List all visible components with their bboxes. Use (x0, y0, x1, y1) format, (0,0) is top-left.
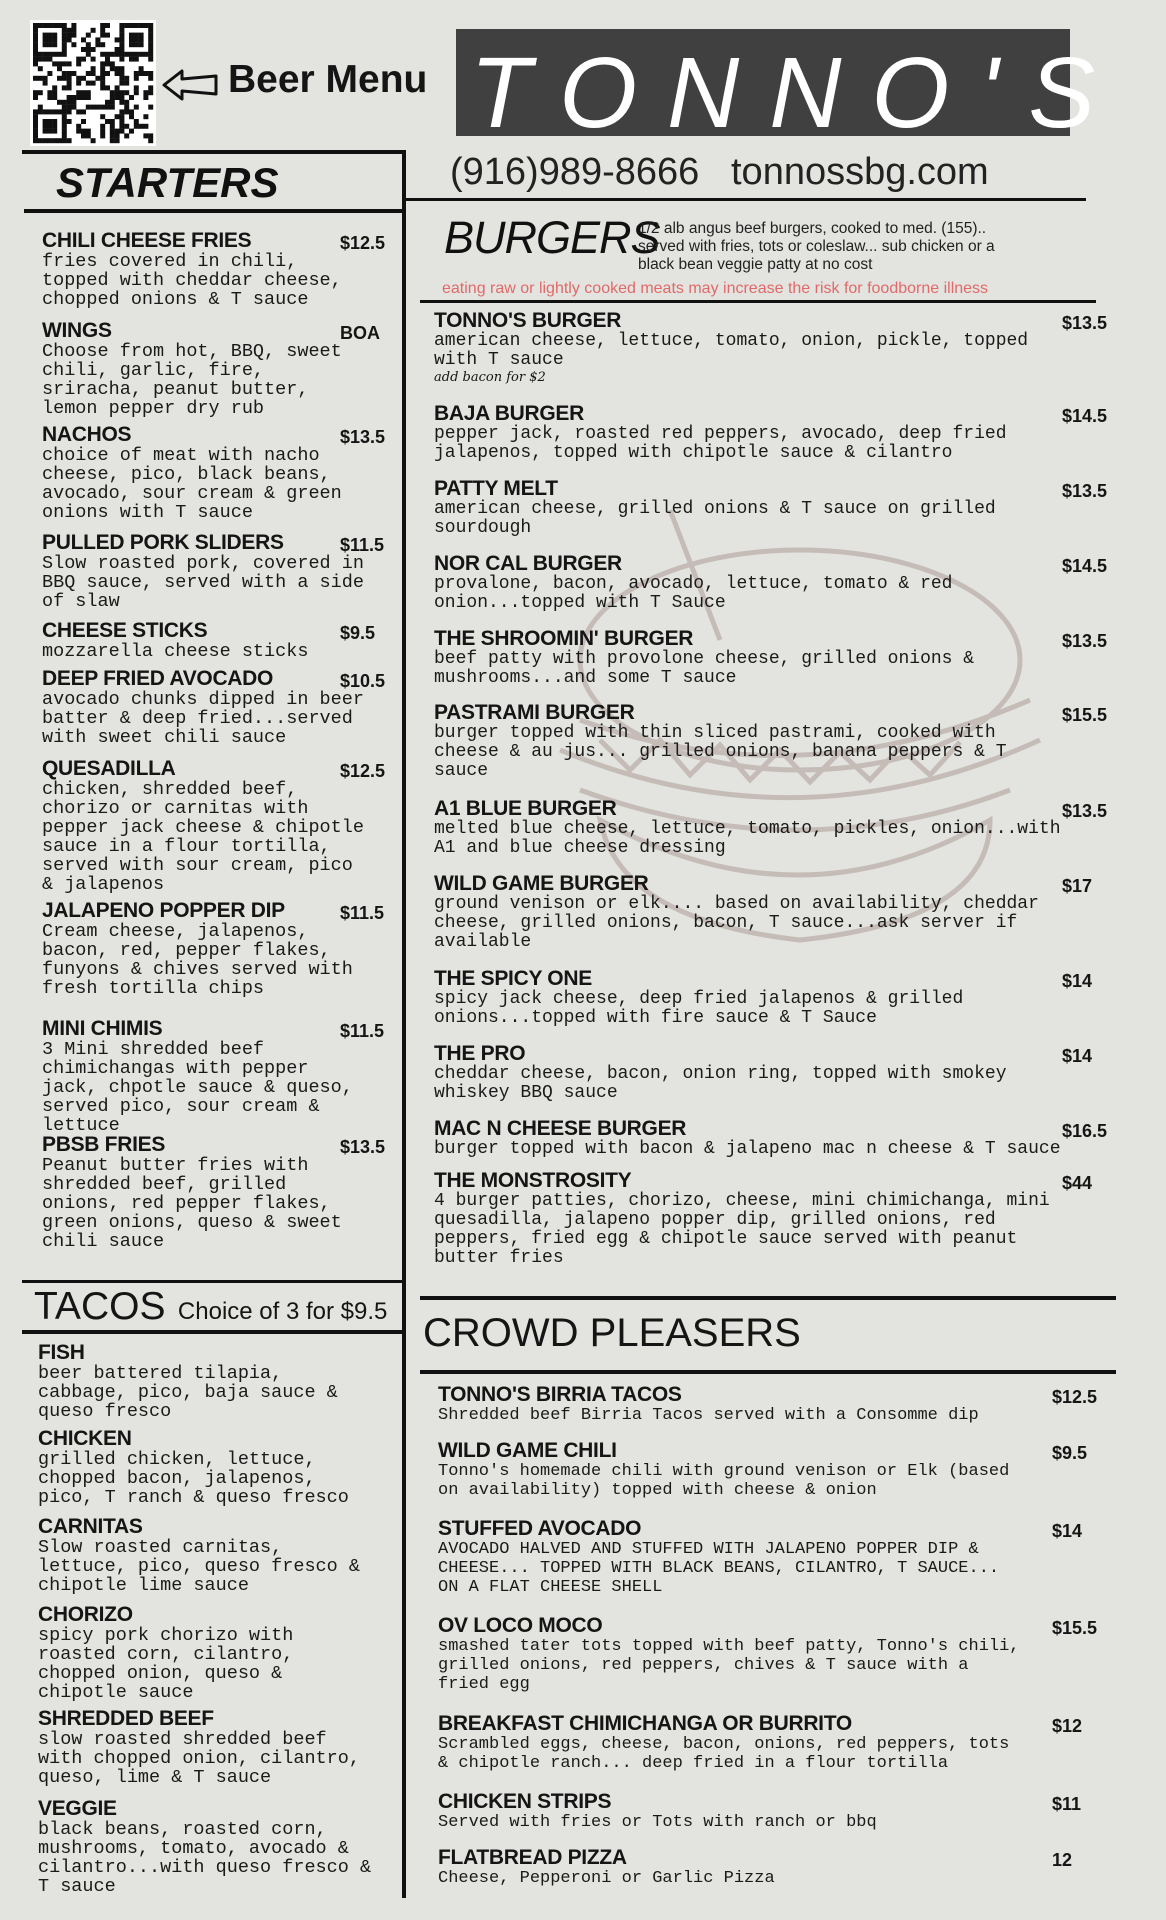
item-description: Cream cheese, jalapenos, bacon, red, pepper flakes, funyons & chives served with fresh tortilla chips (42, 921, 353, 999)
item-price: $14.5 (1062, 556, 1108, 576)
item-description: burger topped with thin sliced pastrami, cooked with cheese & au jus... grilled onions, banana peppers & T sauce (434, 723, 1007, 781)
item-name: CHICKEN (38, 1427, 132, 1450)
item-name: CHICKEN STRIPS (438, 1790, 612, 1813)
menu-item (42, 899, 385, 999)
item-price: $13.5 (1062, 801, 1108, 821)
item-price: $17 (1062, 876, 1093, 896)
brand-name: TONNO'S (470, 37, 1126, 149)
item-price: $13.5 (1062, 313, 1108, 333)
item-price: $11.5 (340, 903, 385, 923)
item-name: PBSB FRIES (42, 1133, 166, 1156)
item-name: THE SPICY ONE (434, 967, 592, 990)
item-description: Scrambled eggs, cheese, bacon, onions, red peppers, tots & chipotle ranch... deep fried in a flour tortilla (438, 1735, 1010, 1773)
item-name: TONNO'S BURGER (434, 309, 622, 332)
item-description: Cheese, Pepperoni or Garlic Pizza (438, 1869, 775, 1888)
item-description: beef patty with provolone cheese, grilled onions & mushrooms...and some T sauce (434, 649, 975, 688)
item-description: burger topped with bacon & jalapeno mac n cheese & T sauce (434, 1139, 1061, 1159)
item-name: MINI CHIMIS (42, 1017, 163, 1040)
tacos-subtitle: Choice of 3 for $9.5 (177, 1298, 388, 1325)
item-name: FLATBREAD PIZZA (438, 1846, 627, 1869)
item-name: THE MONSTROSITY (434, 1169, 632, 1192)
arrow-left-icon (162, 66, 218, 104)
item-description: Served with fries or Tots with ranch or bbq (438, 1813, 877, 1832)
item-description: Slow roasted pork, covered in BBQ sauce, served with a side of slaw (42, 553, 364, 612)
item-name: THE SHROOMIN' BURGER (434, 627, 694, 650)
item-price: $14 (1062, 1046, 1093, 1066)
website-link[interactable]: tonnossbg.com (731, 151, 989, 193)
menu-item (42, 531, 385, 612)
item-price: $9.5 (1052, 1443, 1088, 1463)
phone-number[interactable]: (916)989-8666 (450, 151, 700, 193)
starters-heading: STARTERS (56, 159, 279, 206)
menu-item (438, 1439, 1088, 1500)
item-name: FISH (38, 1341, 85, 1364)
item-price: $14.5 (1062, 406, 1108, 426)
item-description: melted blue cheese, lettuce, tomato, pickles, onion...with A1 and blue cheese dressing (434, 819, 1061, 858)
item-price: $11 (1052, 1794, 1082, 1814)
item-name: JALAPENO POPPER DIP (42, 899, 285, 922)
item-note: add bacon for $2 (434, 370, 546, 385)
burgers-intro: 1/2 alb angus beef burgers, cooked to med. (155).. served with fries, tots or coleslaw... sub chicken or a black bean veggie patty at no cost (638, 220, 995, 273)
menu-item (434, 552, 1108, 613)
menu-item (438, 1614, 1098, 1694)
column-divider (402, 150, 406, 1898)
divider (420, 1370, 1116, 1374)
item-price: $9.5 (340, 623, 376, 643)
item-description: Slow roasted carnitas, lettuce, pico, queso fresco & chipotle lime sauce (38, 1537, 360, 1596)
item-description: Peanut butter fries with shredded beef, grilled onions, red pepper flakes, green onions, queso & sweet chili sauce (42, 1155, 342, 1252)
menu-item (438, 1846, 1073, 1888)
menu-item (42, 423, 386, 523)
item-name: PATTY MELT (434, 477, 558, 500)
item-price: $12.5 (1052, 1387, 1098, 1407)
menu-item (434, 627, 1108, 688)
divider (406, 198, 1086, 201)
item-name: SHREDDED BEEF (38, 1707, 214, 1730)
menu-item (438, 1383, 1098, 1425)
brand-logo (456, 29, 1126, 149)
divider (420, 1296, 1116, 1300)
item-description: fries covered in chili, topped with cheddar cheese, chopped onions & T sauce (42, 251, 342, 310)
item-name: CARNITAS (38, 1515, 143, 1538)
item-name: VEGGIE (38, 1797, 117, 1820)
item-description: slow roasted shredded beef with chopped onion, cilantro, queso, lime & T sauce (38, 1729, 360, 1788)
menu-item (434, 309, 1108, 386)
item-description: mozzarella cheese sticks (42, 641, 309, 662)
item-price: $13.5 (1062, 481, 1108, 501)
item-name: STUFFED AVOCADO (438, 1517, 642, 1540)
item-name: A1 BLUE BURGER (434, 797, 617, 820)
item-description: 4 burger patties, chorizo, cheese, mini chimichanga, mini quesadilla, jalapeno popper dip, grilled onions, red peppers, fried egg & chipotle sauce served with peanut butter fries (434, 1191, 1050, 1268)
item-name: QUESADILLA (42, 757, 176, 780)
item-name: BREAKFAST CHIMICHANGA OR BURRITO (438, 1712, 852, 1735)
item-description: 3 Mini shredded beef chimichangas with pepper jack, chpotle sauce & queso, served pico, sour cream & lettuce (42, 1039, 353, 1136)
item-price: $10.5 (340, 671, 386, 691)
item-price: $16.5 (1062, 1121, 1108, 1141)
item-description: provalone, bacon, avocado, lettuce, tomato & red onion...topped with T Sauce (434, 574, 953, 613)
qr-code-icon[interactable] (30, 20, 156, 146)
menu-item (38, 1798, 371, 1896)
item-name: TONNO'S BIRRIA TACOS (438, 1383, 682, 1406)
item-name: PASTRAMI BURGER (434, 701, 635, 724)
item-price: $14 (1062, 971, 1093, 991)
item-description: smashed tater tots topped with beef patty, Tonno's chili, grilled onions, red peppers, chives & T sauce with a fried egg (438, 1637, 1020, 1694)
menu-item (42, 319, 380, 419)
menu-item (434, 1169, 1093, 1268)
menu-item (42, 667, 386, 748)
menu-item (38, 1428, 349, 1507)
menu-item (434, 477, 1108, 538)
menu-item (434, 797, 1108, 858)
item-name: DEEP FRIED AVOCADO (42, 667, 274, 690)
divider (420, 300, 1096, 303)
item-price: $13.5 (340, 427, 386, 447)
item-description: Tonno's homemade chili with ground venison or Elk (based on availability) topped with cheese & onion (438, 1462, 1010, 1500)
contact-line (450, 150, 989, 194)
menu-item (38, 1604, 293, 1702)
menu-item (434, 967, 1093, 1028)
item-description: Choose from hot, BBQ, sweet chili, garlic, fire, sriracha, peanut butter, lemon pepper dry rub (42, 341, 342, 419)
item-name: MAC N CHEESE BURGER (434, 1117, 687, 1140)
menu-item (42, 619, 376, 662)
raw-meat-warning: eating raw or lightly cooked meats may increase the risk for foodborne illness (442, 280, 989, 297)
menu-item (438, 1517, 1083, 1597)
item-description: cheddar cheese, bacon, onion ring, topped with smokey whiskey BBQ sauce (434, 1064, 1007, 1103)
item-price: $13.5 (1062, 631, 1108, 651)
item-price: $12 (1052, 1716, 1083, 1736)
beer-menu-label[interactable]: Beer Menu (228, 58, 428, 101)
item-name: WINGS (42, 319, 112, 342)
menu-item (434, 701, 1108, 781)
burgers-heading: BURGERS (444, 212, 660, 263)
menu-item (42, 757, 386, 895)
item-description: black beans, roasted corn, mushrooms, tomato, avocado & cilantro...with queso fresco & T sauce (38, 1819, 372, 1897)
item-name: OV LOCO MOCO (438, 1614, 603, 1637)
crowd-pleasers-heading: CROWD PLEASERS (423, 1311, 801, 1355)
item-price: $13.5 (340, 1137, 386, 1157)
item-description: pepper jack, roasted red peppers, avocado, deep fried jalapenos, topped with chipotle sauce & cilantro (434, 424, 1007, 463)
divider (22, 1280, 406, 1283)
item-description: chicken, shredded beef, chorizo or carnitas with pepper jack cheese & chipotle sauce in a flour tortilla, served with sour cream, pico & jalapenos (42, 779, 364, 895)
menu-item (42, 1133, 386, 1252)
item-price: $15.5 (1062, 705, 1108, 725)
item-name: PULLED PORK SLIDERS (42, 531, 284, 554)
item-description: american cheese, lettuce, tomato, onion, pickle, topped with T sauce (434, 331, 1029, 370)
item-description: spicy jack cheese, deep fried jalapenos & grilled onions...topped with fire sauce & T Sauce (434, 989, 964, 1028)
item-description: american cheese, grilled onions & T sauce on grilled sourdough (434, 499, 996, 538)
item-name: CHORIZO (38, 1603, 133, 1626)
item-price: $15.5 (1052, 1618, 1098, 1638)
item-price: $11.5 (340, 1021, 385, 1041)
menu-item (38, 1708, 360, 1787)
menu-item (438, 1712, 1083, 1773)
item-price: 12 (1052, 1850, 1073, 1870)
menu-item (42, 1017, 385, 1136)
item-description: spicy pork chorizo with roasted corn, cilantro, chopped onion, queso & chipotle sauce (38, 1625, 294, 1703)
item-name: NOR CAL BURGER (434, 552, 622, 575)
menu-item (38, 1516, 360, 1595)
item-name: NACHOS (42, 423, 132, 446)
menu-item (434, 1042, 1093, 1103)
item-price: $14 (1052, 1521, 1083, 1541)
item-name: WILD GAME CHILI (438, 1439, 617, 1462)
item-price: $11.5 (340, 535, 385, 555)
item-name: WILD GAME BURGER (434, 872, 649, 895)
item-description: AVOCADO HALVED AND STUFFED WITH JALAPENO POPPER DIP & CHEESE... TOPPED WITH BLACK BEANS, CILANTRO, T SAUCE... ON A FLAT CHEESE SHELL (438, 1540, 1000, 1597)
item-description: grilled chicken, lettuce, chopped bacon, jalapenos, pico, T ranch & queso fresco (38, 1449, 349, 1508)
menu-item (434, 1117, 1108, 1159)
item-price: $12.5 (340, 761, 386, 781)
item-description: ground venison or elk.... based on availability, cheddar cheese, grilled onions, bacon, T sauce...ask server if available (434, 894, 1039, 952)
item-name: BAJA BURGER (434, 402, 584, 425)
item-name: THE PRO (434, 1042, 526, 1065)
item-description: avocado chunks dipped in beer batter & deep fried...served with sweet chili sauce (42, 689, 364, 748)
menu-item (434, 402, 1108, 463)
item-description: Shredded beef Birria Tacos served with a Consomme dip (438, 1406, 979, 1425)
tacos-title: TACOS (34, 1285, 166, 1328)
item-price: $12.5 (340, 233, 386, 253)
item-name: CHEESE STICKS (42, 619, 208, 642)
item-price: $44 (1062, 1173, 1093, 1193)
item-description: choice of meat with nacho cheese, pico, black beans, avocado, sour cream & green onions with T sauce (42, 445, 342, 523)
menu-item (38, 1342, 338, 1421)
item-name: CHILI CHEESE FRIES (42, 229, 252, 252)
item-description: beer battered tilapia, cabbage, pico, baja sauce & queso fresco (38, 1363, 338, 1422)
menu-item (42, 229, 386, 310)
divider (24, 209, 406, 213)
menu-item (438, 1790, 1082, 1832)
tacos-heading (34, 1286, 387, 1333)
menu-item (434, 872, 1093, 952)
item-price: BOA (340, 323, 380, 343)
divider (22, 150, 406, 154)
